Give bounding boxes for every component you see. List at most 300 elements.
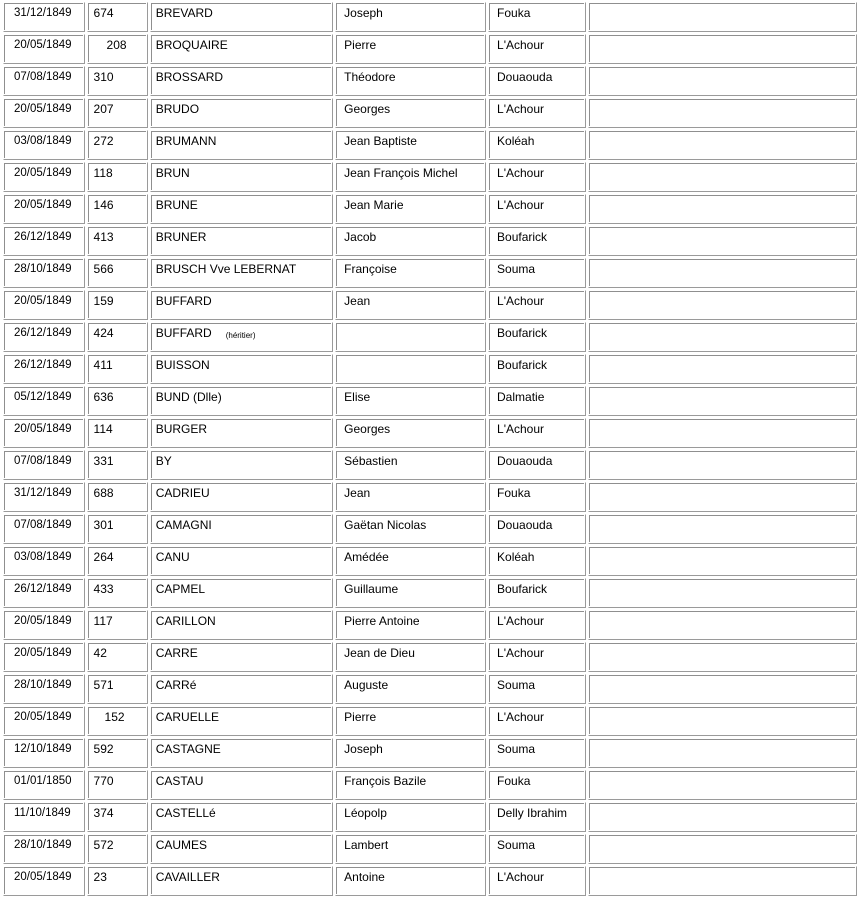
number-text: 592: [93, 742, 114, 756]
firstname-text: Jean François Michel: [344, 166, 458, 180]
number-cell: [87, 578, 148, 608]
place-cell: [488, 258, 586, 288]
surname-cell: [150, 610, 333, 640]
firstname-text: François Bazile: [344, 774, 427, 788]
number-cell: [87, 386, 148, 416]
number-cell: [87, 418, 148, 448]
place-cell: [488, 322, 586, 352]
number-text: 114: [93, 422, 113, 436]
extra-cell: [588, 866, 857, 896]
place-text: L'Achour: [497, 102, 545, 116]
number-cell: [87, 226, 148, 256]
firstname-cell: [335, 706, 486, 736]
surname-cell: [150, 34, 333, 64]
registry-table: [1, 0, 859, 898]
date-cell: [3, 674, 85, 704]
extra-cell: [588, 738, 857, 768]
extra-cell: [588, 578, 857, 608]
date-cell: [3, 770, 85, 800]
place-cell: [488, 642, 586, 672]
number-cell: [87, 2, 148, 32]
extra-cell: [588, 514, 857, 544]
place-text: Souma: [497, 742, 536, 756]
surname-text: CARUELLE: [155, 710, 220, 724]
place-text: L'Achour: [497, 294, 545, 308]
place-cell: [488, 450, 586, 480]
number-text: 572: [93, 838, 114, 852]
firstname-cell: [335, 34, 486, 64]
date-cell: [3, 482, 85, 512]
surname-text: CARRé: [155, 678, 197, 692]
table-row: [3, 578, 857, 608]
extra-cell: [588, 354, 857, 384]
extra-cell: [588, 674, 857, 704]
date-text: 03/08/1849: [14, 551, 72, 563]
date-cell: [3, 2, 85, 32]
place-text: Douaouda: [497, 518, 553, 532]
surname-text: BRUSCH Vve LEBERNAT: [155, 262, 297, 276]
date-text: 20/05/1849: [14, 615, 72, 627]
firstname-text: Jean Baptiste: [344, 134, 417, 148]
number-text: 159: [93, 294, 114, 308]
extra-cell: [588, 130, 857, 160]
place-cell: [488, 194, 586, 224]
table-row: [3, 386, 857, 416]
table-row: [3, 258, 857, 288]
surname-cell: [150, 322, 333, 352]
surname-text: BURGER: [155, 422, 208, 436]
number-text: 23: [93, 870, 107, 884]
number-text: 433: [93, 582, 114, 596]
extra-cell: [588, 322, 857, 352]
firstname-text: Joseph: [344, 742, 383, 756]
firstname-text: Léopolp: [344, 806, 387, 820]
firstname-text: Pierre Antoine: [344, 614, 420, 628]
surname-text: CARILLON: [155, 614, 216, 628]
date-cell: [3, 578, 85, 608]
firstname-cell: [335, 194, 486, 224]
surname-text: BRUN: [155, 166, 190, 180]
firstname-cell: [335, 2, 486, 32]
number-text: 146: [93, 198, 114, 212]
surname-text: CAUMES: [155, 838, 208, 852]
firstname-cell: [335, 258, 486, 288]
date-text: 07/08/1849: [14, 71, 72, 83]
number-cell: [87, 802, 148, 832]
date-text: 20/05/1849: [14, 423, 72, 435]
table-row: [3, 194, 857, 224]
extra-cell: [588, 770, 857, 800]
surname-note: (héritier): [225, 331, 256, 340]
date-cell: [3, 98, 85, 128]
date-text: 05/12/1849: [14, 391, 72, 403]
number-cell: [87, 354, 148, 384]
place-text: Souma: [497, 262, 536, 276]
surname-cell: [150, 642, 333, 672]
place-cell: [488, 418, 586, 448]
surname-text: BRUNE: [155, 198, 198, 212]
number-text: 310: [93, 70, 114, 84]
table-row: [3, 66, 857, 96]
number-text: 571: [93, 678, 114, 692]
number-cell: [87, 866, 148, 896]
place-cell: [488, 66, 586, 96]
surname-cell: [150, 706, 333, 736]
firstname-cell: [335, 546, 486, 576]
firstname-cell: [335, 674, 486, 704]
table-row: [3, 34, 857, 64]
place-cell: [488, 2, 586, 32]
extra-cell: [588, 34, 857, 64]
number-text: 411: [93, 358, 113, 372]
date-text: 20/05/1849: [14, 711, 72, 723]
date-text: 20/05/1849: [14, 103, 72, 115]
date-cell: [3, 546, 85, 576]
place-text: L'Achour: [497, 646, 545, 660]
date-cell: [3, 290, 85, 320]
surname-cell: [150, 386, 333, 416]
extra-cell: [588, 482, 857, 512]
firstname-text: Françoise: [344, 262, 397, 276]
extra-cell: [588, 226, 857, 256]
number-cell: [87, 610, 148, 640]
date-cell: [3, 258, 85, 288]
number-text: 301: [93, 518, 114, 532]
surname-text: CASTAU: [155, 774, 204, 788]
number-text: 152: [104, 710, 125, 724]
date-cell: [3, 322, 85, 352]
table-row: [3, 2, 857, 32]
extra-cell: [588, 706, 857, 736]
extra-cell: [588, 98, 857, 128]
table-row: [3, 834, 857, 864]
firstname-cell: [335, 738, 486, 768]
date-text: 28/10/1849: [14, 263, 72, 275]
place-cell: [488, 34, 586, 64]
surname-text: CAMAGNI: [155, 518, 212, 532]
place-cell: [488, 386, 586, 416]
place-text: Fouka: [497, 6, 531, 20]
surname-text: CADRIEU: [155, 486, 210, 500]
date-text: 26/12/1849: [14, 359, 72, 371]
table-row: [3, 610, 857, 640]
number-text: 770: [93, 774, 114, 788]
place-cell: [488, 866, 586, 896]
surname-text: BRUNER: [155, 230, 207, 244]
place-text: L'Achour: [497, 710, 545, 724]
date-text: 12/10/1849: [14, 743, 72, 755]
number-cell: [87, 258, 148, 288]
firstname-cell: [335, 514, 486, 544]
number-cell: [87, 834, 148, 864]
surname-text: CAPMEL: [155, 582, 206, 596]
place-cell: [488, 482, 586, 512]
number-cell: [87, 642, 148, 672]
number-cell: [87, 706, 148, 736]
place-cell: [488, 290, 586, 320]
surname-text: BUFFARD: [155, 294, 212, 308]
number-cell: [87, 130, 148, 160]
extra-cell: [588, 546, 857, 576]
number-text: 42: [93, 646, 107, 660]
firstname-cell: [335, 386, 486, 416]
number-text: 272: [93, 134, 114, 148]
table-row: [3, 706, 857, 736]
firstname-text: Amédée: [344, 550, 389, 564]
surname-cell: [150, 226, 333, 256]
surname-text: CARRE: [155, 646, 198, 660]
surname-cell: [150, 130, 333, 160]
firstname-cell: [335, 354, 486, 384]
date-text: 20/05/1849: [14, 199, 72, 211]
place-cell: [488, 834, 586, 864]
surname-cell: [150, 290, 333, 320]
firstname-text: Sébastien: [344, 454, 398, 468]
number-cell: [87, 162, 148, 192]
date-cell: [3, 706, 85, 736]
place-cell: [488, 546, 586, 576]
date-text: 26/12/1849: [14, 231, 72, 243]
firstname-text: Pierre: [344, 710, 377, 724]
place-cell: [488, 130, 586, 160]
number-cell: [87, 322, 148, 352]
number-text: 207: [93, 102, 114, 116]
table-row: [3, 802, 857, 832]
number-text: 424: [93, 326, 114, 340]
extra-cell: [588, 610, 857, 640]
date-text: 26/12/1849: [14, 327, 72, 339]
date-text: 03/08/1849: [14, 135, 72, 147]
surname-text: BROQUAIRE: [155, 38, 228, 52]
surname-cell: [150, 258, 333, 288]
surname-text: BUFFARD: [155, 326, 212, 340]
place-cell: [488, 226, 586, 256]
firstname-cell: [335, 66, 486, 96]
date-cell: [3, 866, 85, 896]
table-row: [3, 482, 857, 512]
table-row: [3, 642, 857, 672]
date-cell: [3, 610, 85, 640]
table-row: [3, 290, 857, 320]
firstname-cell: [335, 450, 486, 480]
place-cell: [488, 802, 586, 832]
surname-cell: [150, 66, 333, 96]
firstname-cell: [335, 578, 486, 608]
date-text: 28/10/1849: [14, 679, 72, 691]
date-cell: [3, 34, 85, 64]
registry-table-body: [3, 2, 857, 896]
surname-text: CANU: [155, 550, 190, 564]
number-cell: [87, 450, 148, 480]
surname-cell: [150, 450, 333, 480]
firstname-cell: [335, 162, 486, 192]
number-text: 264: [93, 550, 114, 564]
number-text: 688: [93, 486, 114, 500]
surname-text: CASTAGNE: [155, 742, 221, 756]
place-text: Dalmatie: [497, 390, 545, 404]
surname-cell: [150, 738, 333, 768]
date-cell: [3, 66, 85, 96]
number-text: 118: [93, 166, 113, 180]
date-text: 26/12/1849: [14, 583, 72, 595]
surname-text: BREVARD: [155, 6, 213, 20]
surname-cell: [150, 674, 333, 704]
date-text: 11/10/1849: [14, 807, 71, 819]
date-text: 20/05/1849: [14, 295, 72, 307]
date-text: 31/12/1849: [14, 7, 72, 19]
firstname-text: Antoine: [344, 870, 385, 884]
number-text: 566: [93, 262, 114, 276]
firstname-text: Joseph: [344, 6, 383, 20]
number-cell: [87, 514, 148, 544]
date-text: 20/05/1849: [14, 647, 72, 659]
surname-cell: [150, 482, 333, 512]
date-cell: [3, 642, 85, 672]
surname-text: CAVAILLER: [155, 870, 220, 884]
date-cell: [3, 802, 85, 832]
date-cell: [3, 226, 85, 256]
firstname-text: Jean Marie: [344, 198, 404, 212]
number-text: 208: [106, 38, 127, 52]
date-cell: [3, 738, 85, 768]
surname-cell: [150, 770, 333, 800]
number-cell: [87, 290, 148, 320]
table-row: [3, 354, 857, 384]
number-cell: [87, 194, 148, 224]
date-text: 20/05/1849: [14, 167, 72, 179]
surname-cell: [150, 546, 333, 576]
extra-cell: [588, 290, 857, 320]
surname-cell: [150, 418, 333, 448]
table-row: [3, 418, 857, 448]
number-cell: [87, 770, 148, 800]
extra-cell: [588, 834, 857, 864]
date-text: 07/08/1849: [14, 519, 72, 531]
firstname-text: Auguste: [344, 678, 389, 692]
extra-cell: [588, 802, 857, 832]
place-text: Fouka: [497, 486, 531, 500]
firstname-text: Jacob: [344, 230, 377, 244]
table-row: [3, 770, 857, 800]
extra-cell: [588, 450, 857, 480]
place-text: Koléah: [497, 134, 535, 148]
date-cell: [3, 162, 85, 192]
table-row: [3, 546, 857, 576]
number-cell: [87, 738, 148, 768]
extra-cell: [588, 642, 857, 672]
place-cell: [488, 738, 586, 768]
firstname-cell: [335, 226, 486, 256]
table-row: [3, 514, 857, 544]
firstname-text: Elise: [344, 390, 371, 404]
number-text: 413: [93, 230, 114, 244]
place-text: Souma: [497, 838, 536, 852]
firstname-text: Jean: [344, 486, 371, 500]
place-text: Boufarick: [497, 326, 548, 340]
number-cell: [87, 674, 148, 704]
surname-text: BUISSON: [155, 358, 210, 372]
table-row: [3, 162, 857, 192]
place-cell: [488, 706, 586, 736]
firstname-cell: [335, 834, 486, 864]
date-cell: [3, 834, 85, 864]
firstname-text: Georges: [344, 422, 391, 436]
firstname-text: Jean: [344, 294, 371, 308]
firstname-cell: [335, 642, 486, 672]
place-cell: [488, 98, 586, 128]
extra-cell: [588, 194, 857, 224]
number-text: 374: [93, 806, 114, 820]
surname-cell: [150, 578, 333, 608]
firstname-cell: [335, 290, 486, 320]
surname-cell: [150, 98, 333, 128]
firstname-text: Jean de Dieu: [344, 646, 415, 660]
place-cell: [488, 354, 586, 384]
firstname-text: Georges: [344, 102, 391, 116]
firstname-text: Guillaume: [344, 582, 399, 596]
date-cell: [3, 514, 85, 544]
place-text: Delly Ibrahim: [497, 806, 568, 820]
table-row: [3, 450, 857, 480]
table-row: [3, 98, 857, 128]
surname-text: BUND (Dlle): [155, 390, 222, 404]
firstname-cell: [335, 802, 486, 832]
number-cell: [87, 66, 148, 96]
number-text: 636: [93, 390, 114, 404]
firstname-cell: [335, 130, 486, 160]
number-text: 331: [93, 454, 114, 468]
surname-cell: [150, 162, 333, 192]
extra-cell: [588, 386, 857, 416]
firstname-cell: [335, 866, 486, 896]
firstname-text: Théodore: [344, 70, 396, 84]
place-text: L'Achour: [497, 422, 545, 436]
place-cell: [488, 610, 586, 640]
date-cell: [3, 418, 85, 448]
firstname-cell: [335, 322, 486, 352]
place-text: Douaouda: [497, 70, 553, 84]
place-text: Boufarick: [497, 582, 548, 596]
place-text: Koléah: [497, 550, 535, 564]
table-row: [3, 130, 857, 160]
date-cell: [3, 194, 85, 224]
table-row: [3, 322, 857, 352]
date-text: 20/05/1849: [14, 39, 72, 51]
place-text: L'Achour: [497, 870, 545, 884]
surname-text: BRUMANN: [155, 134, 217, 148]
place-text: L'Achour: [497, 614, 545, 628]
number-text: 674: [93, 6, 114, 20]
firstname-text: Lambert: [344, 838, 389, 852]
place-cell: [488, 674, 586, 704]
date-text: 07/08/1849: [14, 455, 72, 467]
table-row: [3, 738, 857, 768]
number-text: 117: [93, 614, 113, 628]
surname-cell: [150, 866, 333, 896]
place-text: L'Achour: [497, 166, 545, 180]
number-cell: [87, 98, 148, 128]
place-text: Boufarick: [497, 230, 548, 244]
place-text: L'Achour: [497, 198, 545, 212]
surname-cell: [150, 802, 333, 832]
table-row: [3, 866, 857, 896]
table-row: [3, 674, 857, 704]
firstname-cell: [335, 418, 486, 448]
place-cell: [488, 578, 586, 608]
place-text: Fouka: [497, 774, 531, 788]
surname-cell: [150, 354, 333, 384]
firstname-cell: [335, 610, 486, 640]
